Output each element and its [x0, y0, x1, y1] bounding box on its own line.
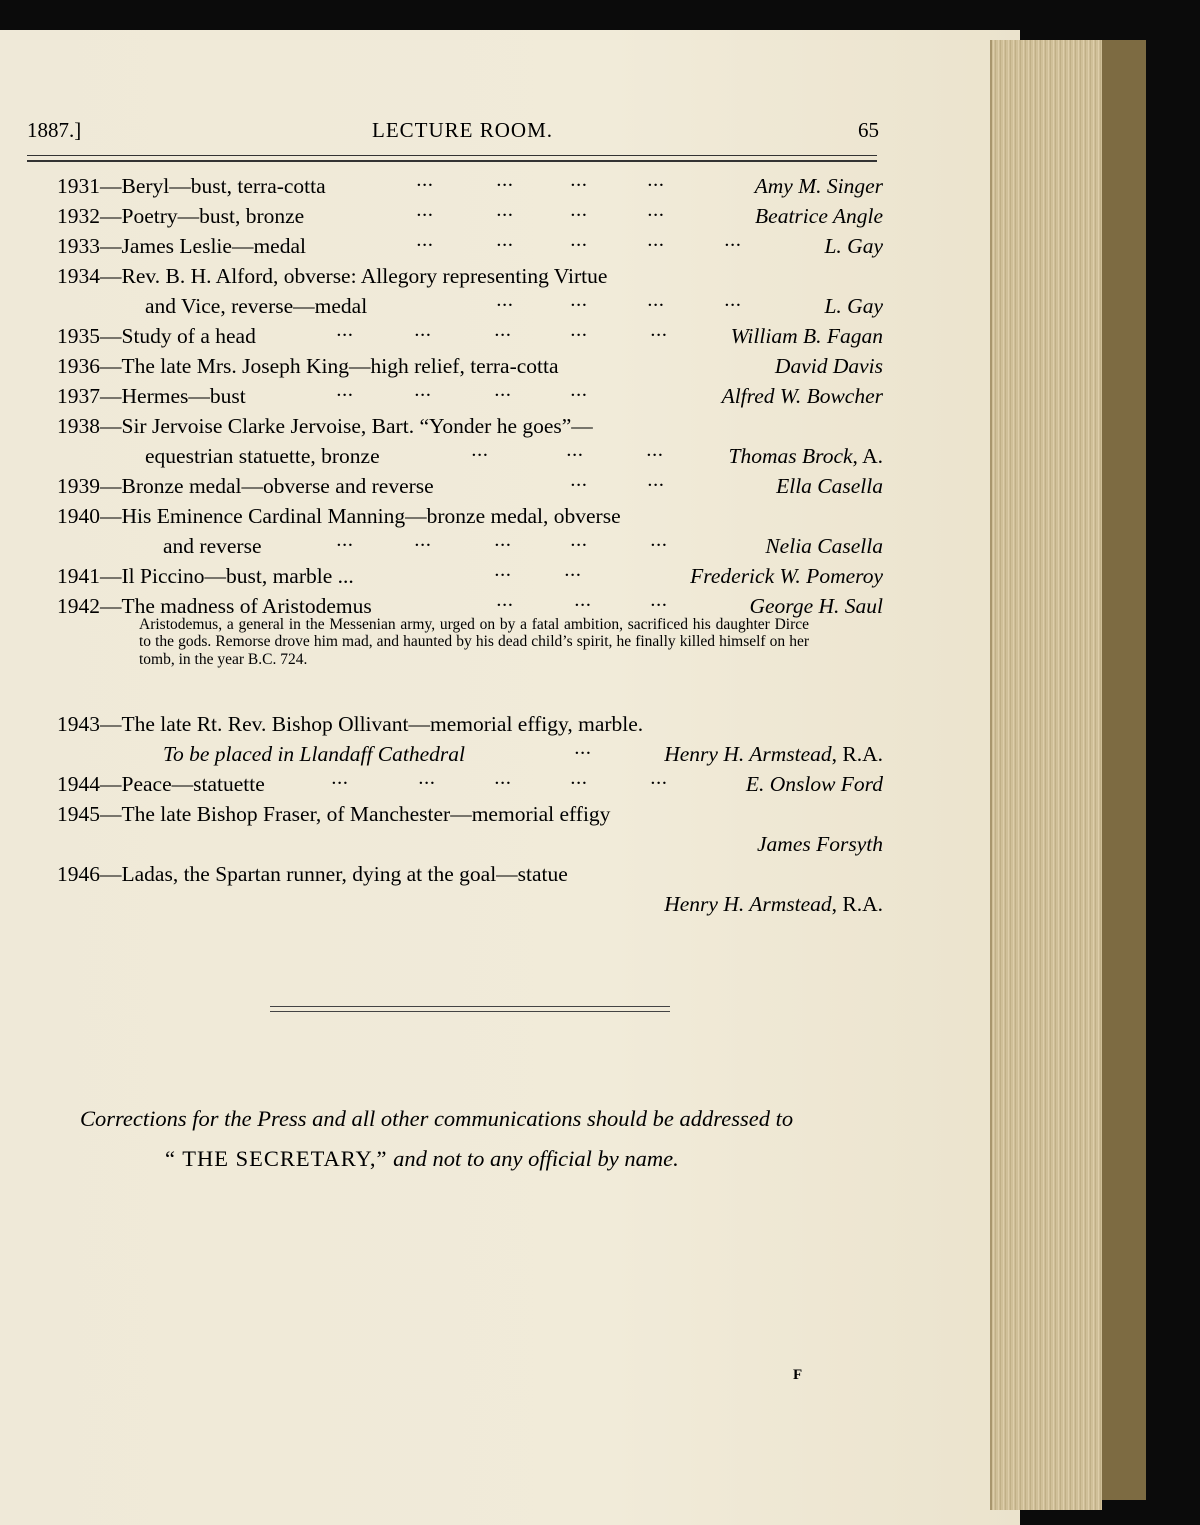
leader-dots: ...	[571, 294, 589, 310]
signature-mark: F	[793, 1367, 803, 1383]
entry-line	[57, 502, 883, 532]
entry-text: 1944—Peace—statuette	[57, 772, 265, 796]
leader-dots: ...	[651, 594, 669, 610]
entry-line	[57, 740, 883, 770]
leader-dots: ...	[571, 324, 589, 340]
entry-line	[57, 292, 883, 322]
leader-dots: ...	[651, 772, 669, 788]
leader-dots: ...	[647, 444, 665, 460]
leader-dots: ...	[495, 772, 513, 788]
entry-artist: Amy M. Singer	[754, 174, 883, 198]
entry-artist	[664, 742, 883, 767]
entry-line	[57, 562, 883, 592]
leader-dots: ...	[565, 564, 583, 580]
entry-text: 1934—Rev. B. H. Alford, obverse: Allegory representing Virtue	[57, 264, 608, 288]
footer-notice-rest: and not to any official by name.	[387, 1146, 679, 1171]
entry-line	[57, 262, 883, 292]
leader-dots: ...	[651, 324, 669, 340]
entry-text: To be placed in Llandaff Cathedral	[163, 742, 466, 766]
entry-artist: Ella Casella	[776, 474, 883, 498]
entry-line	[57, 800, 883, 830]
leader-dots: ...	[332, 772, 350, 788]
leader-dots: ...	[495, 564, 513, 580]
leader-dots: ...	[497, 594, 515, 610]
entry-text: 1936—The late Mrs. Joseph King—high relief, terra-cotta	[57, 354, 559, 378]
entry-line	[57, 322, 883, 352]
entry-text: and reverse	[163, 534, 262, 558]
footer-notice-line2	[165, 1146, 805, 1172]
leader-dots: ...	[725, 294, 743, 310]
entry-artist: Beatrice Angle	[755, 204, 883, 228]
running-header	[27, 118, 877, 148]
entry-artist	[664, 892, 883, 917]
leader-dots: ...	[725, 234, 743, 250]
entry-line	[57, 770, 883, 800]
entry-text: 1933—James Leslie—medal	[57, 234, 306, 258]
entry-artist: William B. Fagan	[730, 324, 883, 348]
leader-dots: ...	[497, 234, 515, 250]
entry-line	[57, 232, 883, 262]
entry-artist: L. Gay	[824, 294, 883, 318]
entry-line	[57, 382, 883, 412]
leader-dots: ...	[651, 534, 669, 550]
leader-dots: ...	[571, 534, 589, 550]
page-fore-edge	[990, 40, 1102, 1510]
entry-artist: George H. Saul	[749, 594, 883, 618]
header-rule	[27, 155, 877, 156]
leader-dots: ...	[415, 384, 433, 400]
leader-dots: ...	[571, 772, 589, 788]
entry-artist: L. Gay	[824, 234, 883, 258]
entry-artist-name: Henry H. Armstead	[664, 892, 832, 916]
entry-text: 1942—The madness of Aristodemus	[57, 594, 372, 618]
entry-line	[57, 830, 883, 860]
leader-dots: ...	[417, 234, 435, 250]
entry-line	[57, 352, 883, 382]
entry-line	[57, 472, 883, 502]
leader-dots: ...	[472, 444, 490, 460]
entry-text: and Vice, reverse—medal	[145, 294, 368, 318]
section-rule	[270, 1006, 670, 1007]
entry-line	[57, 172, 883, 202]
entry-line	[57, 860, 883, 890]
page-number: 65	[858, 118, 879, 142]
catalogue-entries	[57, 172, 883, 622]
leader-dots: ...	[648, 474, 666, 490]
entry-artist: David Davis	[774, 354, 883, 378]
leader-dots: ...	[575, 594, 593, 610]
leader-dots: ...	[567, 444, 585, 460]
entry-artist: Nelia Casella	[765, 534, 883, 558]
entry-artist-suffix: , R.A.	[831, 892, 883, 916]
section-rule	[270, 1011, 670, 1012]
header-rule-thick	[27, 160, 877, 162]
entry-line	[57, 202, 883, 232]
leader-dots: ...	[495, 534, 513, 550]
leader-dots: ...	[571, 474, 589, 490]
entry-text: 1938—Sir Jervoise Clarke Jervoise, Bart. “Yonder he goes”—	[57, 414, 593, 438]
entry-text: equestrian statuette, bronze	[145, 444, 380, 468]
entry-line	[57, 710, 883, 740]
leader-dots: ...	[415, 534, 433, 550]
leader-dots: ...	[571, 204, 589, 220]
entry-line	[57, 442, 883, 472]
entry-line	[57, 412, 883, 442]
leader-dots: ...	[495, 384, 513, 400]
entry-artist-name: Thomas Brock	[728, 444, 853, 468]
entry-text: 1941—Il Piccino—bust, marble ...	[57, 564, 354, 588]
leader-dots: ...	[415, 324, 433, 340]
entry-artist-name: Henry H. Armstead	[664, 742, 832, 766]
footer-secretary: “ THE SECRETARY,”	[165, 1146, 388, 1171]
entry-text: 1943—The late Rt. Rev. Bishop Ollivant—memorial effigy, marble.	[57, 712, 644, 736]
entry-artist	[729, 444, 883, 469]
entry-artist-suffix: , A.	[852, 444, 883, 468]
leader-dots: ...	[648, 204, 666, 220]
catalogue-entries-continued	[57, 710, 883, 920]
leader-dots: ...	[648, 234, 666, 250]
header-title: LECTURE ROOM.	[372, 118, 553, 142]
leader-dots: ...	[571, 174, 589, 190]
entry-text: 1931—Beryl—bust, terra-cotta	[57, 174, 326, 198]
footnote-paragraph: Aristodemus, a general in the Messenian army, urged on by a fatal ambition, sacrificed his daughter Dirce to the gods. Remorse drove him mad, and haunted by his dead child’s spirit, he finally killed himself on her tomb, in the year B.C. 724.	[139, 616, 809, 668]
leader-dots: ...	[337, 534, 355, 550]
leader-dots: ...	[417, 174, 435, 190]
leader-dots: ...	[495, 324, 513, 340]
entry-text: 1946—Ladas, the Spartan runner, dying at the goal—statue	[57, 862, 568, 886]
entry-text: 1932—Poetry—bust, bronze	[57, 204, 305, 228]
entry-artist: E. Onslow Ford	[745, 772, 883, 796]
entry-text: 1945—The late Bishop Fraser, of Manchester—memorial effigy	[57, 802, 611, 826]
leader-dots: ...	[648, 174, 666, 190]
leader-dots: ...	[571, 234, 589, 250]
leader-dots: ...	[497, 174, 515, 190]
leader-dots: ...	[417, 204, 435, 220]
entry-artist: Alfred W. Bowcher	[721, 384, 883, 408]
footer-notice-line1: Corrections for the Press and all other communications should be addressed to	[80, 1106, 794, 1131]
leader-dots: ...	[648, 294, 666, 310]
entry-text: 1940—His Eminence Cardinal Manning—bronze medal, obverse	[57, 504, 621, 528]
leader-dots: ...	[575, 742, 593, 758]
entry-artist: James Forsyth	[757, 832, 883, 856]
book-cover-edge	[1095, 40, 1146, 1500]
leader-dots: ...	[337, 324, 355, 340]
entry-line	[57, 890, 883, 920]
entry-line	[57, 532, 883, 562]
entry-text: 1935—Study of a head	[57, 324, 256, 348]
header-year: 1887.]	[27, 118, 82, 142]
entry-artist: Frederick W. Pomeroy	[690, 564, 883, 588]
leader-dots: ...	[571, 384, 589, 400]
leader-dots: ...	[497, 294, 515, 310]
entry-text: 1937—Hermes—bust	[57, 384, 246, 408]
entry-artist-suffix: , R.A.	[831, 742, 883, 766]
entry-text: 1939—Bronze medal—obverse and reverse	[57, 474, 434, 498]
leader-dots: ...	[419, 772, 437, 788]
leader-dots: ...	[497, 204, 515, 220]
leader-dots: ...	[337, 384, 355, 400]
